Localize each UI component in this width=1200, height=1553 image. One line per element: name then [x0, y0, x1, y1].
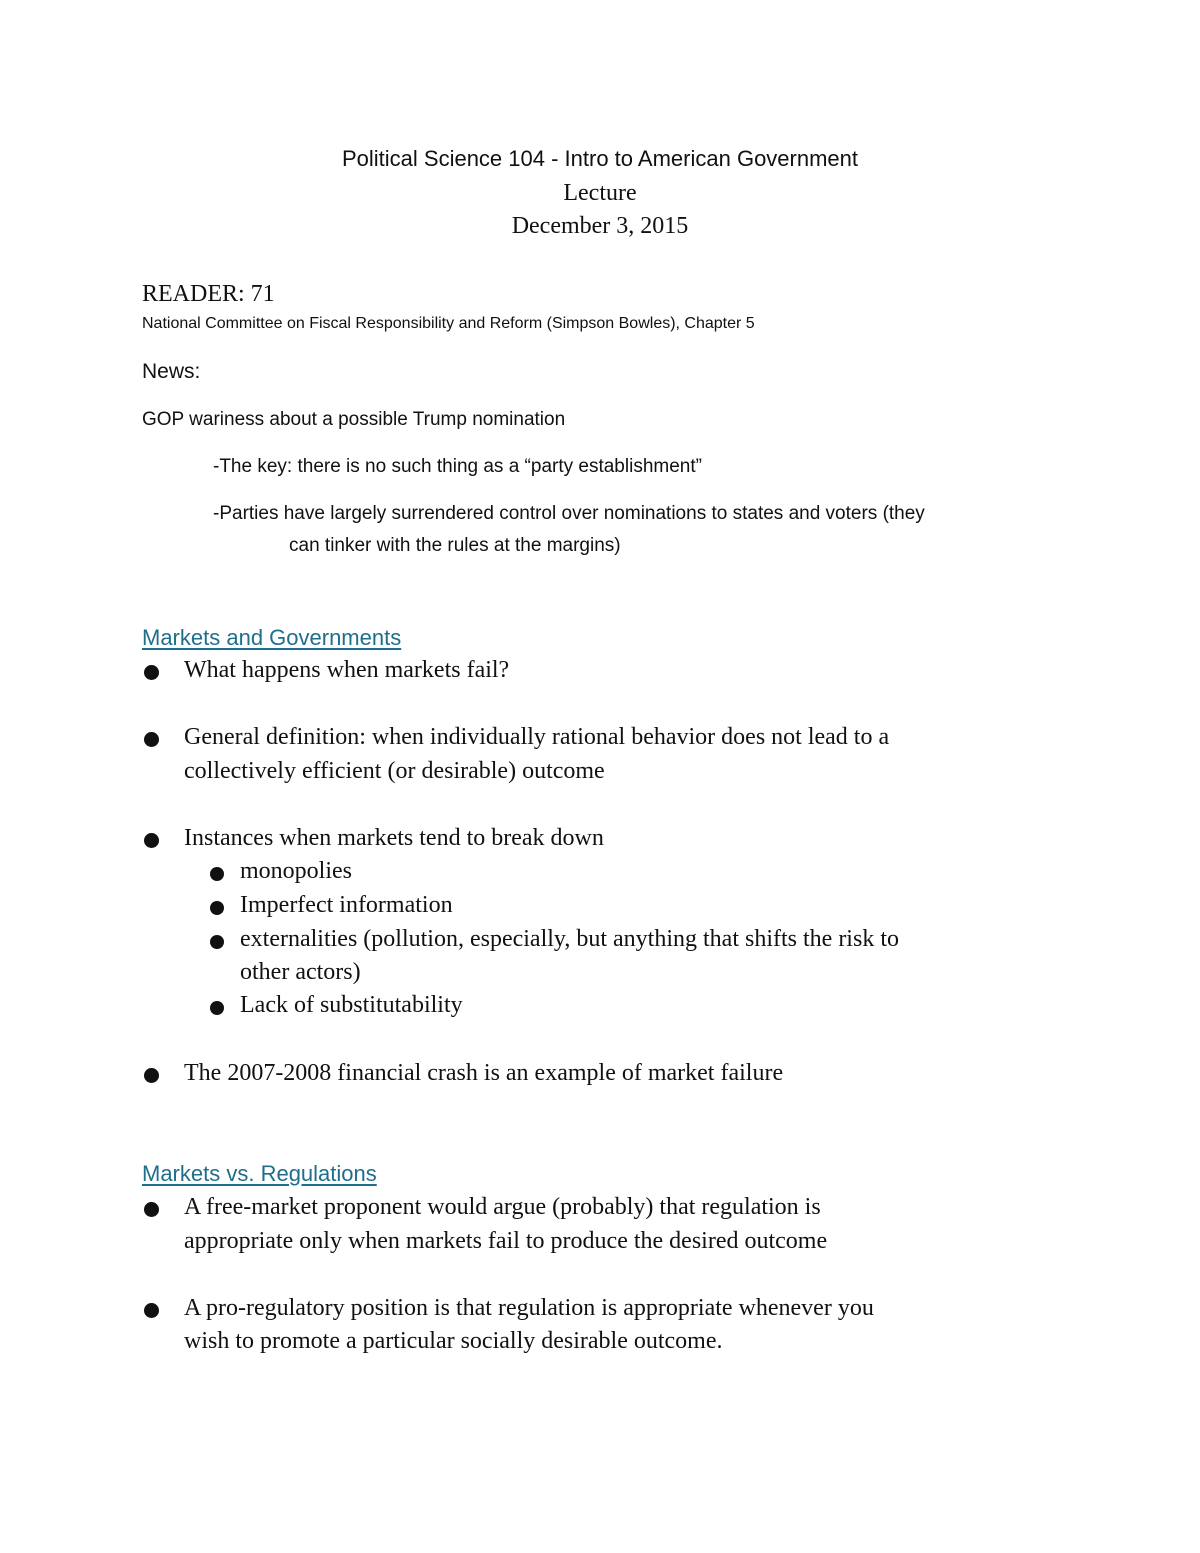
- sub-bullet-monopolies: monopolies: [240, 858, 352, 884]
- bullet-icon: [144, 732, 159, 747]
- sub-bullet-externalities-line-1: externalities (pollution, especially, but anything that shifts the risk to: [240, 926, 899, 952]
- bullet-pro-regulatory-line-2: wish to promote a particular socially desirable outcome.: [184, 1328, 723, 1354]
- reader-citation: National Committee on Fiscal Responsibility and Reform (Simpson Bowles), Chapter 5: [142, 315, 755, 332]
- bullet-icon: [144, 833, 159, 848]
- sub-bullet-icon: [210, 1001, 224, 1015]
- bullet-icon: [144, 665, 159, 680]
- bullet-markets-fail: What happens when markets fail?: [184, 657, 510, 683]
- sub-bullet-imperfect-information: Imperfect information: [240, 892, 453, 918]
- sub-bullet-externalities-line-2: other actors): [240, 959, 361, 985]
- lecture-date: December 3, 2015: [511, 213, 689, 239]
- lecture-label: Lecture: [563, 180, 637, 206]
- bullet-icon: [144, 1068, 159, 1083]
- bullet-free-market-line-1: A free-market proponent would argue (probably) that regulation is: [184, 1194, 821, 1220]
- news-topic: GOP wariness about a possible Trump nomination: [142, 409, 566, 430]
- bullet-pro-regulatory-line-1: A pro-regulatory position is that regulation is appropriate whenever you: [184, 1295, 874, 1321]
- sub-bullet-icon: [210, 867, 224, 881]
- bullet-free-market-line-2: appropriate only when markets fail to produce the desired outcome: [184, 1228, 828, 1254]
- news-label: News:: [142, 360, 201, 383]
- reader-label: READER: 71: [142, 281, 275, 307]
- bullet-instances: Instances when markets tend to break down: [184, 825, 604, 851]
- bullet-general-definition-line-2: collectively efficient (or desirable) outcome: [184, 758, 605, 784]
- section-heading-markets-vs-regulations: Markets vs. Regulations: [142, 1161, 377, 1186]
- sub-bullet-icon: [210, 935, 224, 949]
- bullet-icon: [144, 1303, 159, 1318]
- bullet-general-definition-line-1: General definition: when individually rational behavior does not lead to a: [184, 724, 890, 750]
- sub-bullet-icon: [210, 901, 224, 915]
- section-heading-markets-and-governments: Markets and Governments: [142, 625, 402, 650]
- news-point-1: -The key: there is no such thing as a “party establishment”: [213, 456, 702, 477]
- news-point-2-line-2: can tinker with the rules at the margins): [289, 535, 621, 556]
- bullet-financial-crash: The 2007-2008 financial crash is an example of market failure: [184, 1060, 784, 1086]
- news-point-2-line-1: -Parties have largely surrendered control over nominations to states and voters (they: [213, 503, 925, 524]
- sub-bullet-substitutability: Lack of substitutability: [240, 992, 463, 1018]
- course-title: Political Science 104 - Intro to American Government: [341, 146, 859, 171]
- bullet-icon: [144, 1202, 159, 1217]
